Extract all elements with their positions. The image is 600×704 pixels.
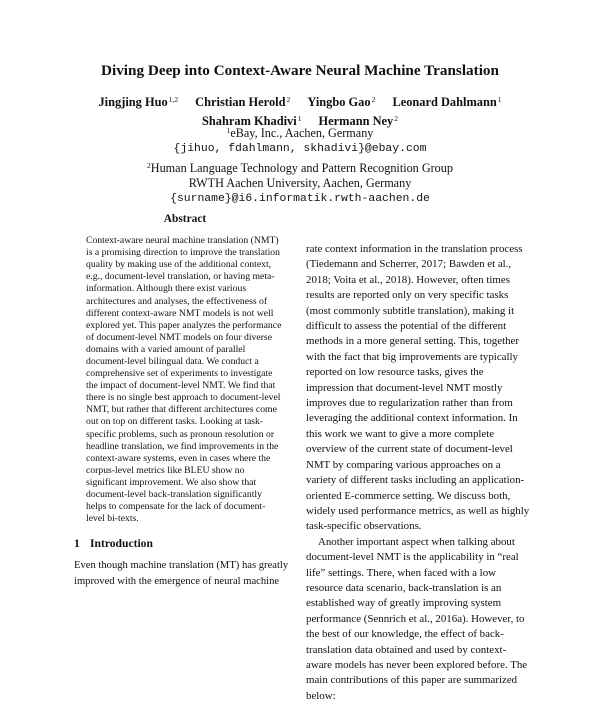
affiliation-1: $^1$eBay, Inc., Aachen, Germany — [226, 126, 374, 140]
section-title: Introduction — [90, 537, 153, 551]
abstract-heading: Abstract — [163, 213, 207, 225]
abstract-text: Context-aware neural machine translation (NMT) is a promising direction to improve the translation quality by making use of the additional context, e.g., document-level translation, or having meta-information. Although there exist various architectures and analyses, the effectiveness of different context-aware NMT models is not well explored yet. This paper analyzes the performance of document-level NMT models on four diverse domains with a varied amount of parallel document-level bilingual data. We conduct a comprehensive set of experiments to investigate the impact of document-level NMT. We find that there is no single best approach to document-level NMT, but rather that different architectures come out on top on different tasks. Looking at task-specific problems, such as pronoun resolution or headline translation, we find improvements in the context-aware systems, even in cases where the corpus-level metrics like BLEU show no significant improvement. We also show that document-level back-translation significantly helps to compensate for the lack of document-level bi-texts. — [86, 235, 282, 525]
author: Leonard Dahlmann$^1$ — [392, 95, 502, 109]
author: Jingjing Huo$^{1,2}$ — [98, 95, 179, 109]
affiliation-2-place: RWTH Aachen University, Aachen, Germany — [188, 176, 412, 191]
right-column — [306, 242, 532, 704]
affiliation-1-email: {jihuo, fdahlmann, skhadivi}@ebay.com — [173, 142, 427, 155]
intro-paragraph: Even though machine translation (MT) has greatly improved with the emergence of neural machine — [74, 560, 289, 587]
author: Christian Herold$^2$ — [195, 95, 291, 109]
affiliations — [0, 123, 600, 208]
left-column — [74, 213, 296, 589]
affiliation-2-email: {surname}@i6.informatik.rwth-aachen.de — [170, 193, 430, 206]
body-paragraph: rate context information in the translation process (Tiedemann and Scherrer, 2017; Bawden et al., 2018; Voita et al., 2018). However, often times results are reported only on very specific tasks (most commonly subtitle translation), making it difficult to assess the potential of the different methods in a more general setting. This, together with the fact that big improvements are typically reported on low resource tasks, gives the impression that document-level NMT mostly improves due to regularization rather than from leveraging the additional context information. In this work we want to give a more complete overview of the current state of document-level NMT by comparing various approaches on a variety of different tasks including an application-oriented E-commerce setting. We discuss both, widely used performance metrics, as well as highly task-specific observations. — [306, 243, 530, 533]
section-heading — [74, 537, 296, 550]
body-paragraph: Another important aspect when talking about document-level NMT is the applicability in “real life” settings. There, when faced with a low resource data scenario, back-translation is an established way of greatly improving system performance (Sennrich et al., 2016a). However, to the best of our knowledge, the effect of back-translation data obtained and used by context-aware models has never been explored before. The main contributions of this paper are summarized below: — [306, 535, 528, 702]
section-number: 1 — [74, 537, 80, 551]
author-line-1 — [0, 92, 600, 111]
paper-title: Diving Deep into Context-Aware Neural Machine Translation — [101, 62, 499, 79]
author: Shahram Khadivi$^1$ — [202, 113, 302, 128]
author: Yingbo Gao$^2$ — [307, 95, 376, 109]
affiliation-2: $^2$Human Language Technology and Pattern Recognition Group — [147, 160, 453, 175]
author: Hermann Ney$^2$ — [318, 113, 398, 128]
